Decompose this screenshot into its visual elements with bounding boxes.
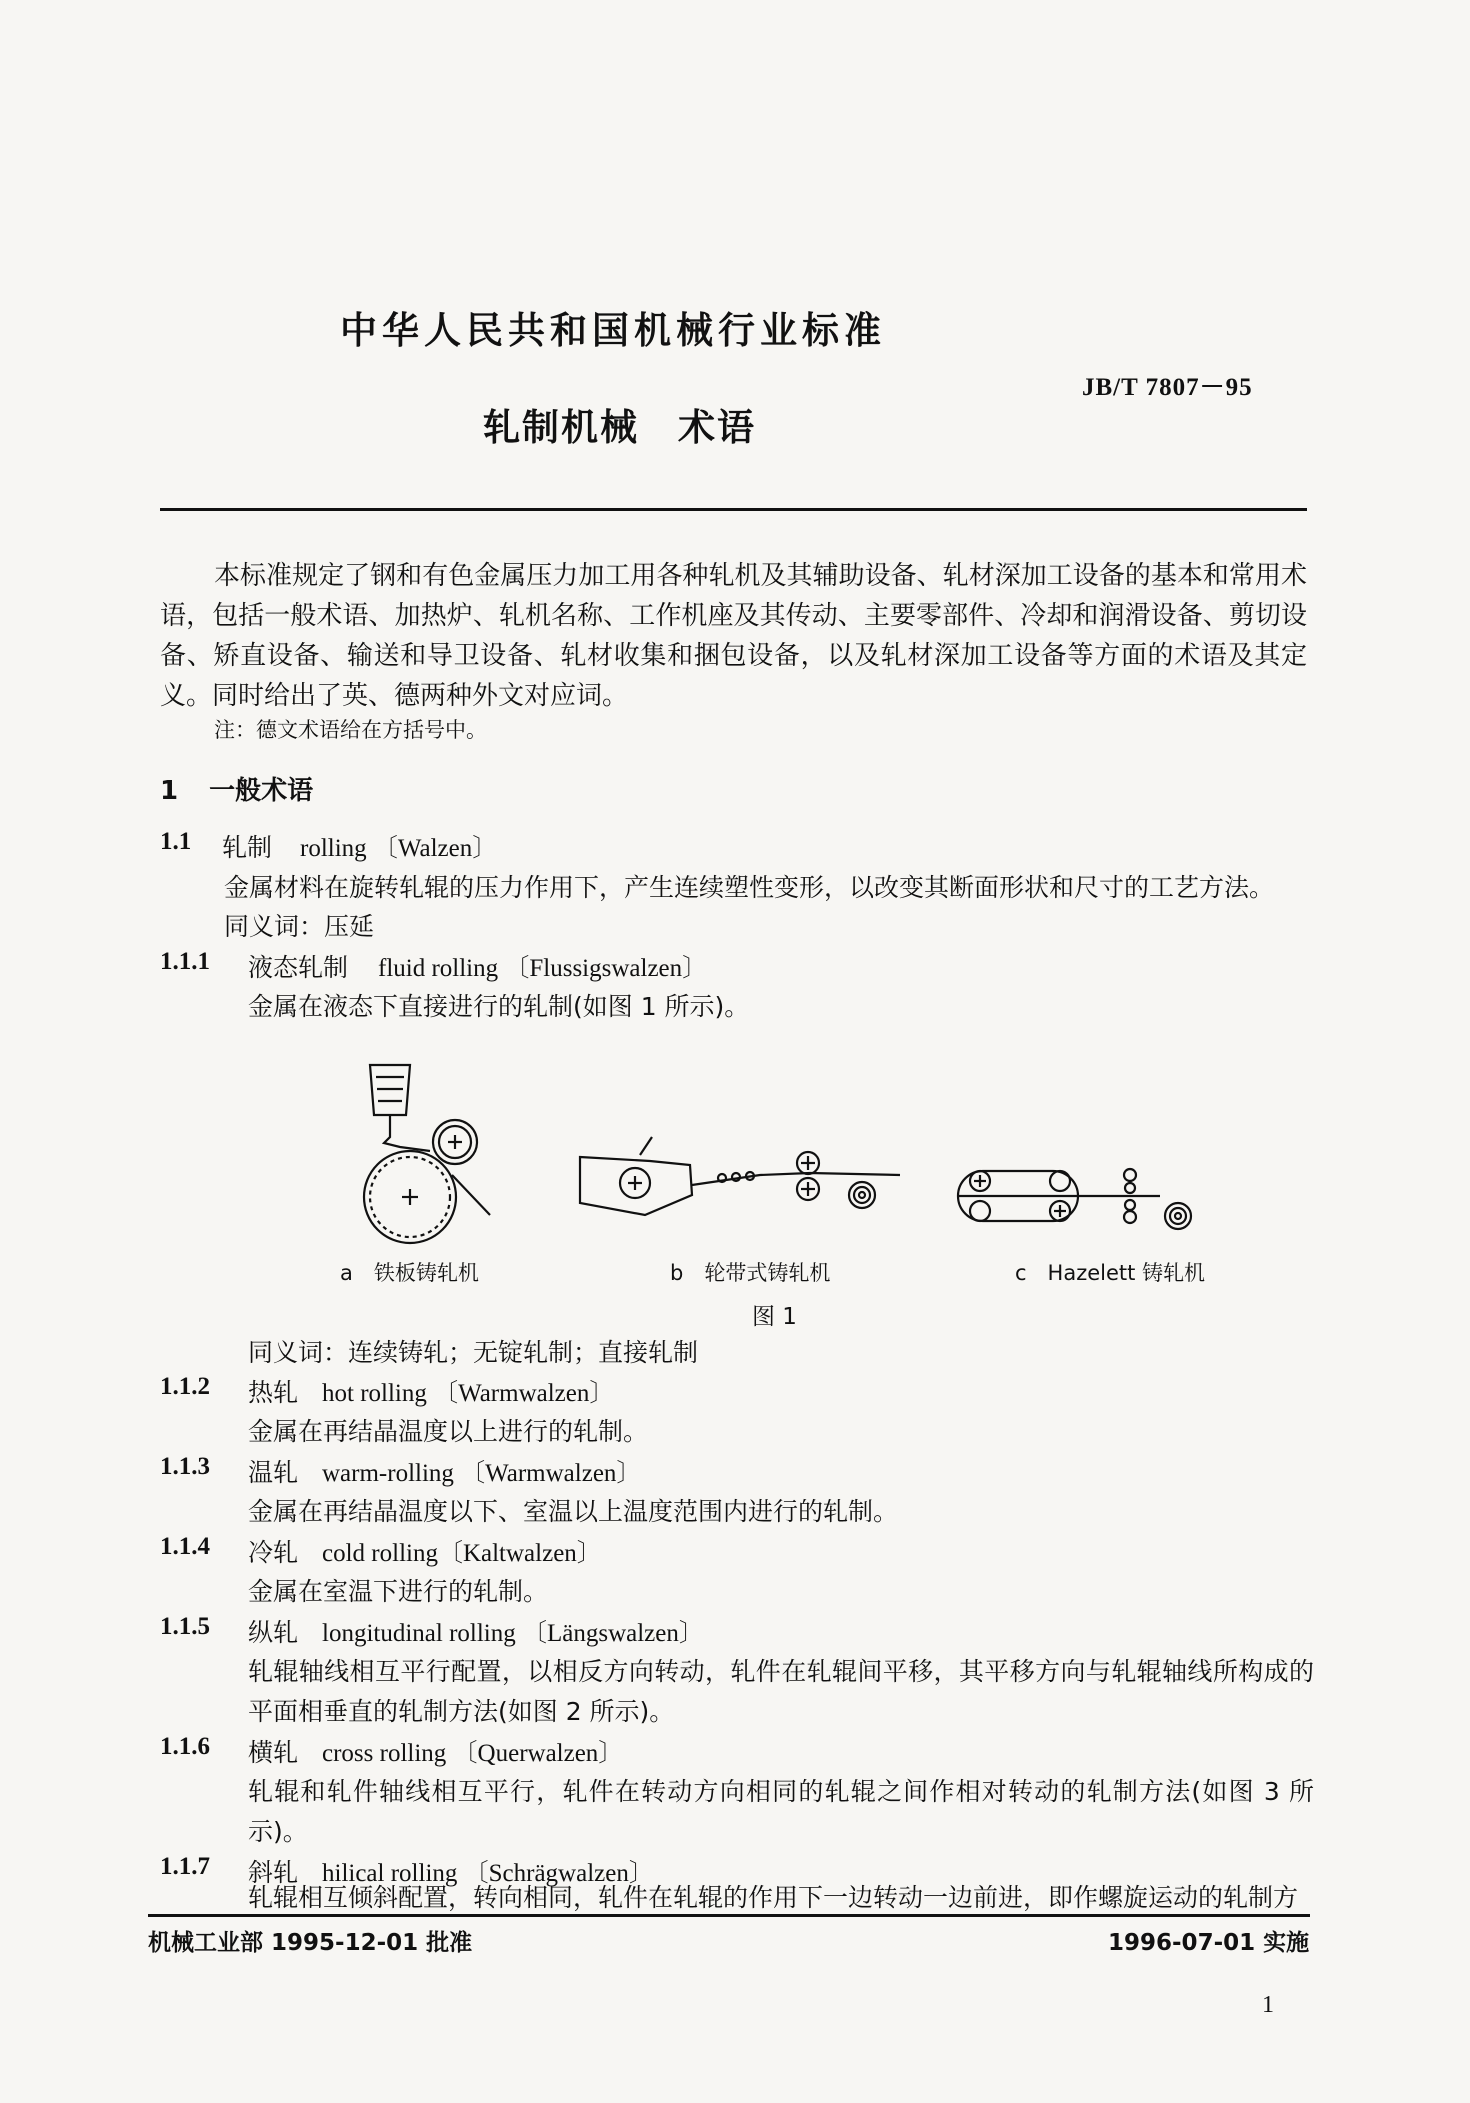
header-divider [160,508,1307,511]
drawing-c-hazelett-caster [958,1169,1191,1229]
figure-1a-label: a 铁板铸轧机 [340,1261,479,1285]
figure-1-synonyms: 同义词：连续铸轧；无锭轧制；直接轧制 [248,1338,699,1367]
term-definition: 金属材料在旋转轧辊的压力作用下，产生连续塑性变形，以改变其断面形状和尺寸的工艺方法。 [224,873,1275,902]
drawing-a-strip-caster [364,1065,490,1243]
term-english-german: cold rolling〔Kaltwalzen〕 [322,1540,602,1567]
term-chinese: 液态轧制 [248,953,349,982]
document-title: 轧制机械 术语 [483,406,756,449]
term-chinese: 轧制 [222,833,273,862]
figure-1 [340,1045,1240,1285]
term-chinese: 温轧 [248,1458,299,1487]
term-number: 1.1.6 [160,1733,210,1760]
term-definition: 金属在室温下进行的轧制。 [248,1577,549,1606]
term-definition: 轧辊相互倾斜配置，转向相同，轧件在轧辊的作用下一边转动一边前进，即作螺旋运动的轧制方 [248,1883,1299,1912]
term-number: 1.1.2 [160,1373,210,1400]
section-number: 1 [160,776,179,806]
term-number: 1.1.1 [160,948,210,975]
drawing-b-wheel-belt-caster [580,1137,900,1215]
term-definition: 金属在再结晶温度以上进行的轧制。 [248,1417,649,1446]
term-number: 1.1.4 [160,1533,210,1560]
term-definition: 轧辊和轧件轴线相互平行，轧件在转动方向相同的轧辊之间作相对转动的轧制方法(如图 3 所示)。 [248,1777,1314,1846]
term-english-german: hot rolling 〔Warmwalzen〕 [322,1380,615,1407]
section-title: 一般术语 [209,776,314,806]
term-english-german: cross rolling 〔Querwalzen〕 [322,1740,624,1767]
term-english-german: fluid rolling 〔Flussigswalzen〕 [378,955,708,982]
term-definition: 金属在再结晶温度以下、室温以上温度范围内进行的轧制。 [248,1497,899,1526]
figure-1-caption: 图 1 [752,1304,797,1330]
page-number: 1 [1262,1992,1274,2018]
approval-date: 机械工业部 1995-12-01 批准 [148,1930,473,1956]
term-english-german: longitudinal rolling 〔Längswalzen〕 [322,1620,704,1647]
figure-1c-label: c Hazelett 铸轧机 [1015,1261,1206,1285]
section-heading [160,770,313,807]
term-chinese: 横轧 [248,1738,299,1767]
term-definition: 金属在液态下直接进行的轧制(如图 1 所示)。 [248,992,750,1021]
term-chinese: 冷轧 [248,1538,299,1567]
term-number: 1.1.5 [160,1613,210,1640]
implementation-date: 1996-07-01 实施 [1108,1930,1310,1956]
term-chinese: 热轧 [248,1378,299,1407]
intro-note: 注：德文术语给在方括号中。 [214,718,487,742]
term-english-german: rolling 〔Walzen〕 [300,835,498,862]
term-synonyms: 同义词：压延 [224,912,375,941]
term-number: 1.1.7 [160,1853,210,1880]
main-title: 中华人民共和国机械行业标准 [340,309,886,352]
term-chinese: 斜轧 [248,1858,299,1887]
term-number: 1.1 [160,828,192,855]
term-english-german: hilical rolling 〔Schrägwalzen〕 [322,1860,654,1887]
footer-divider [148,1914,1310,1917]
standard-code: JB/T 7807－95 [1082,374,1253,401]
term-definition: 轧辊轴线相互平行配置，以相反方向转动，轧件在轧辊间平移，其平移方向与轧辊轴线所构成的平面相垂直的轧制方法(如图 2 所示)。 [248,1657,1314,1726]
figure-1-drawings [340,1045,1240,1285]
term-chinese: 纵轧 [248,1618,299,1647]
intro-paragraph: 本标准规定了钢和有色金属压力加工用各种轧机及其辅助设备、轧材深加工设备的基本和常用术语，包括一般术语、加热炉、轧机名称、工作机座及其传动、主要零部件、冷却和润滑设备、剪切设备、矫直设备、输送和导卫设备、轧材收集和捆包设备，以及轧材深加工设备等方面的术语及其定义。同时给出了英、德两种外文对应词。 [160,561,1307,711]
term-number: 1.1.3 [160,1453,210,1480]
figure-1b-label: b 轮带式铸轧机 [670,1261,831,1285]
term-english-german: warm-rolling 〔Warmwalzen〕 [322,1460,642,1487]
